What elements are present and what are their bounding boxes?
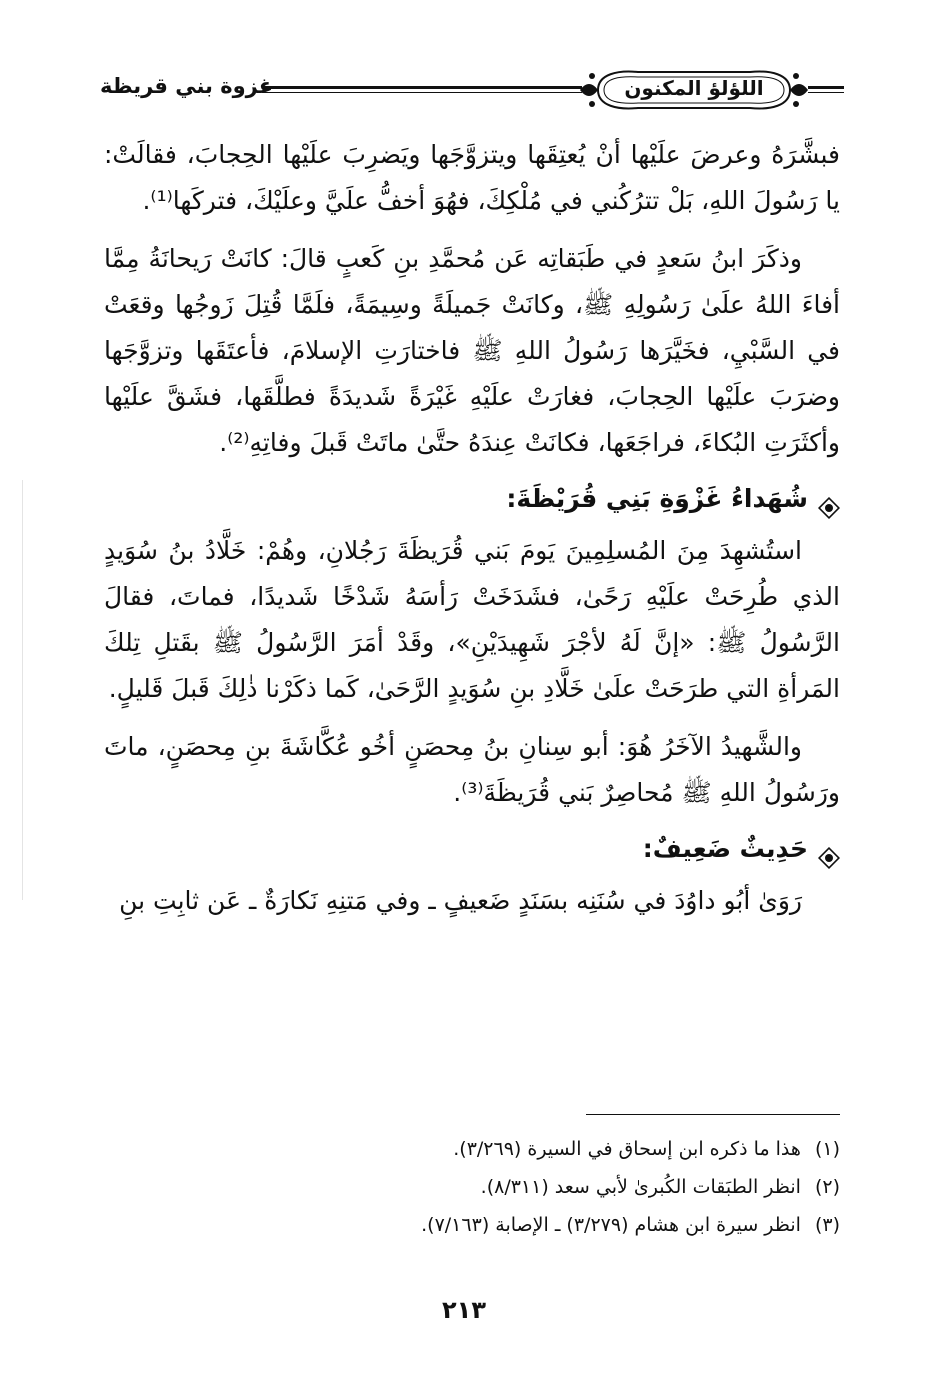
flower-bullet-icon [818, 838, 840, 860]
footnote-number: (١) [814, 1138, 840, 1160]
section-heading-text: شُهَداءُ غَزْوَةِ بَنِي قُرَيْظَةَ: [506, 484, 808, 513]
footnote-divider [586, 1114, 840, 1115]
book-title-ornament [578, 64, 810, 116]
footnote-text: هذا ما ذكره ابن إسحاق في السيرة (٣/٢٦٩). [453, 1138, 801, 1160]
paragraph: والشَّهيدُ الآخَرُ هُوَ: أبو سِنانِ بنُ مِحصَنٍ أخُو عُكَّاشَةَ بنِ مِحصَنٍ، ماتَ ورَسُولُ اللهِ ﷺ مُحاصِرٌ بَني قُرَيظَةَ⁽³⁾. [104, 732, 840, 807]
section-heading [104, 476, 840, 522]
header-rule-right-inner [808, 92, 844, 93]
footnote-number: (٢) [814, 1176, 840, 1198]
page-header [96, 58, 840, 122]
scan-margin-line [22, 480, 23, 900]
footnote [104, 1206, 840, 1244]
book-title: اللؤلؤ المكنون [624, 76, 764, 100]
footnote [104, 1168, 840, 1206]
footnote-text: انظر الطبَقات الكُبرىٰ لأبي سعد (٨/٣١١). [480, 1176, 801, 1198]
header-rule-left [262, 86, 582, 89]
main-text [104, 132, 840, 924]
paragraph: رَوَىٰ أبُو داوُدَ في سُنَنِه بسَنَدٍ ضَعيفٍ ـ وفي مَتنِهِ نَكارَةٌ ـ عَن ثابِتِ بنِ [119, 886, 802, 915]
header-rule-left-inner [262, 92, 582, 93]
section-heading-text: حَدِيثٌ ضَعِيفٌ: [642, 834, 808, 863]
header-rule-right [808, 86, 844, 89]
footnotes [104, 1130, 840, 1244]
section-heading [104, 826, 840, 872]
footnote [104, 1130, 840, 1168]
footnote-text: انظر سيرة ابن هشام (٣/٢٧٩) ـ الإصابة (٧/١٦٣). [421, 1214, 801, 1236]
paragraph: استُشهِدَ مِنَ المُسلِمِينَ يَومَ بَني قُرَيظَةَ رَجُلانِ، وهُمْ: خَلَّادُ بنُ سُوَيدٍ الذي طُرِحَتْ علَيْهِ رَحًىٰ، فشَدَخَتْ رَأسَهُ شَدْخًا شَديدًا، فماتَ، فقالَ الرَّسُولُ ﷺ: «إنَّ لَهُ لأجْرَ شَهِيدَيْنِ»، وقَدْ أمَرَ الرَّسُولُ ﷺ بقَتلِ تِلكَ المَرأةِ التي طرَحَتْ علَىٰ خَلَّادِ بنِ سُوَيدٍ الرَّحَىٰ، كَما ذكَرْنا ذٰلِكَ قَبلَ قَليلٍ. [104, 536, 840, 703]
paragraph: وذكَرَ ابنُ سَعدٍ في طَبَقاتِه عَن مُحمَّدِ بنِ كَعبٍ قالَ: كانَتْ رَيحانَةُ مِمَّا أفاءَ اللهُ علَىٰ رَسُولِهِ ﷺ، وكانَتْ جَميلَةً وسِيمَةً، فلَمَّا قُتِلَ زَوجُها وقعَتْ في السَّبْيِ، فخَيَّرَها رَسُولُ اللهِ ﷺ فاختارَتِ الإسلامَ، فأعتَقَها وتزوَّجَها وضرَبَ علَيْها الحِجابَ، فغارَتْ علَيْهِ غَيْرَةً شَديدَةً فطلَّقَها، فشَقَّ علَيْها وأكثَرَتِ البُكاءَ، فراجَعَها، فكانَتْ عِندَهُ حتَّىٰ ماتَتْ قَبلَ وفاتِهِ⁽²⁾. [104, 244, 840, 457]
paragraph: فبشَّرَهُ وعرضَ علَيْها أنْ يُعتِقَها ويتزوَّجَها ويَضرِبَ علَيْها الحِجابَ، فقالَتْ: يا رَسُولَ اللهِ، بَلْ تترُكُني في مُلْكِكَ، فهُوَ أخفُّ علَيَّ وعلَيْكَ، فتركَها⁽¹⁾. [104, 140, 840, 215]
chapter-title: غزوة بني قريظة [100, 74, 274, 98]
footnote-number: (٣) [814, 1214, 840, 1236]
page-number: ٢١٣ [442, 1296, 486, 1324]
flower-bullet-icon [818, 488, 840, 510]
